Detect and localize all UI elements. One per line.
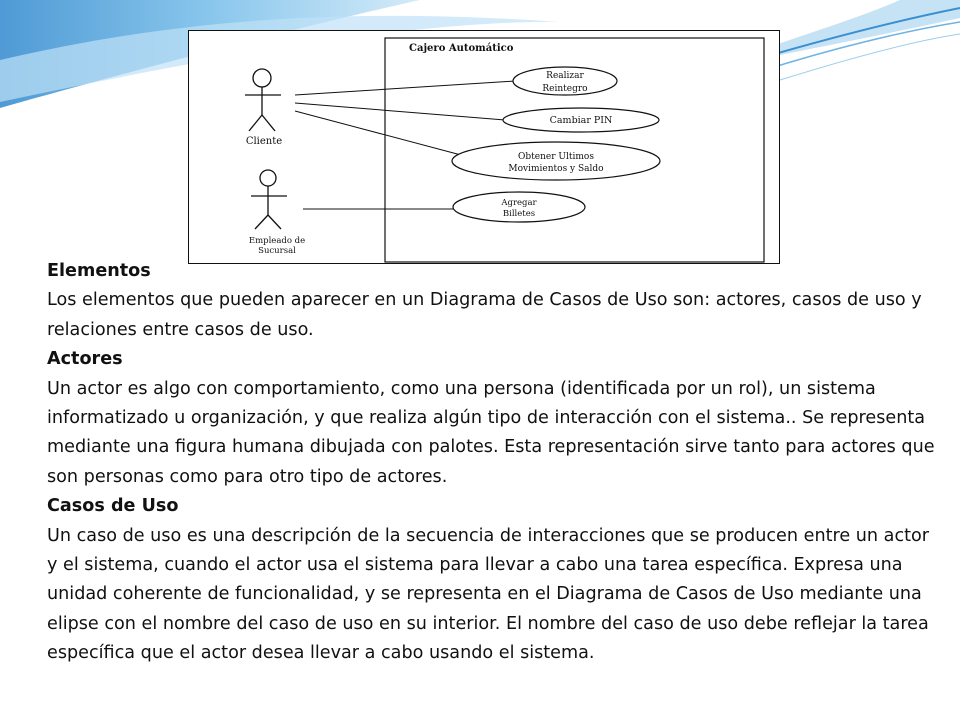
heading-actores: Actores: [47, 349, 123, 370]
use-case-4-line-2: Billetes: [502, 209, 536, 219]
use-case-diagram: [188, 30, 780, 264]
use-case-4-line-1: Agregar: [501, 198, 537, 208]
paragraph-actores: Un actor es algo con comportamiento, como una persona (identificada por un rol), un sistema informatizado u organización, y que realiza algún tipo de interacción con el sistema.. Se representa mediante una figura humana dibujada con palotes. Esta representación sirve tanto para actores que son personas como para otro tipo de actores.: [47, 378, 935, 487]
slide-body: [47, 257, 937, 669]
actor-empleado-icon: [251, 170, 287, 229]
actor-empleado-label-1: Empleado de: [248, 236, 306, 246]
use-case-1-line-2: Reintegro: [542, 84, 588, 94]
actor-empleado-label-2: Sucursal: [258, 246, 296, 256]
heading-elementos: Elementos: [47, 261, 151, 281]
paragraph-casos-de-uso: Un caso de uso es una descripción de la secuencia de interacciones que se producen entre un actor y el sistema, cuando el actor usa el sistema para llevar a cabo una tarea específica. Expresa una unidad coherente de funcionalidad, y se representa en el Diagrama de Casos de Uso mediante una elipse con el nombre del caso de uso en su interior. El nombre del caso de uso debe reflejar la tarea específica que el actor desea llevar a cabo usando el sistema.: [47, 525, 930, 664]
actor-cliente-icon: [245, 69, 281, 131]
use-case-3-line-2: Movimientos y Saldo: [508, 164, 604, 174]
association-lines: [295, 81, 515, 209]
heading-casos-de-uso: Casos de Uso: [47, 496, 179, 517]
actor-cliente-label: Cliente: [245, 136, 283, 147]
use-case-1-line-1: Realizar: [546, 71, 584, 81]
use-case-2-line-1: Cambiar PIN: [549, 115, 613, 126]
paragraph-elementos: Los elementos que pueden aparecer en un Diagrama de Casos de Uso son: actores, casos de uso y relaciones entre casos de uso.: [47, 290, 922, 340]
system-label: Cajero Automático: [409, 43, 514, 54]
use-case-3-line-1: Obtener Ultimos: [518, 152, 594, 162]
